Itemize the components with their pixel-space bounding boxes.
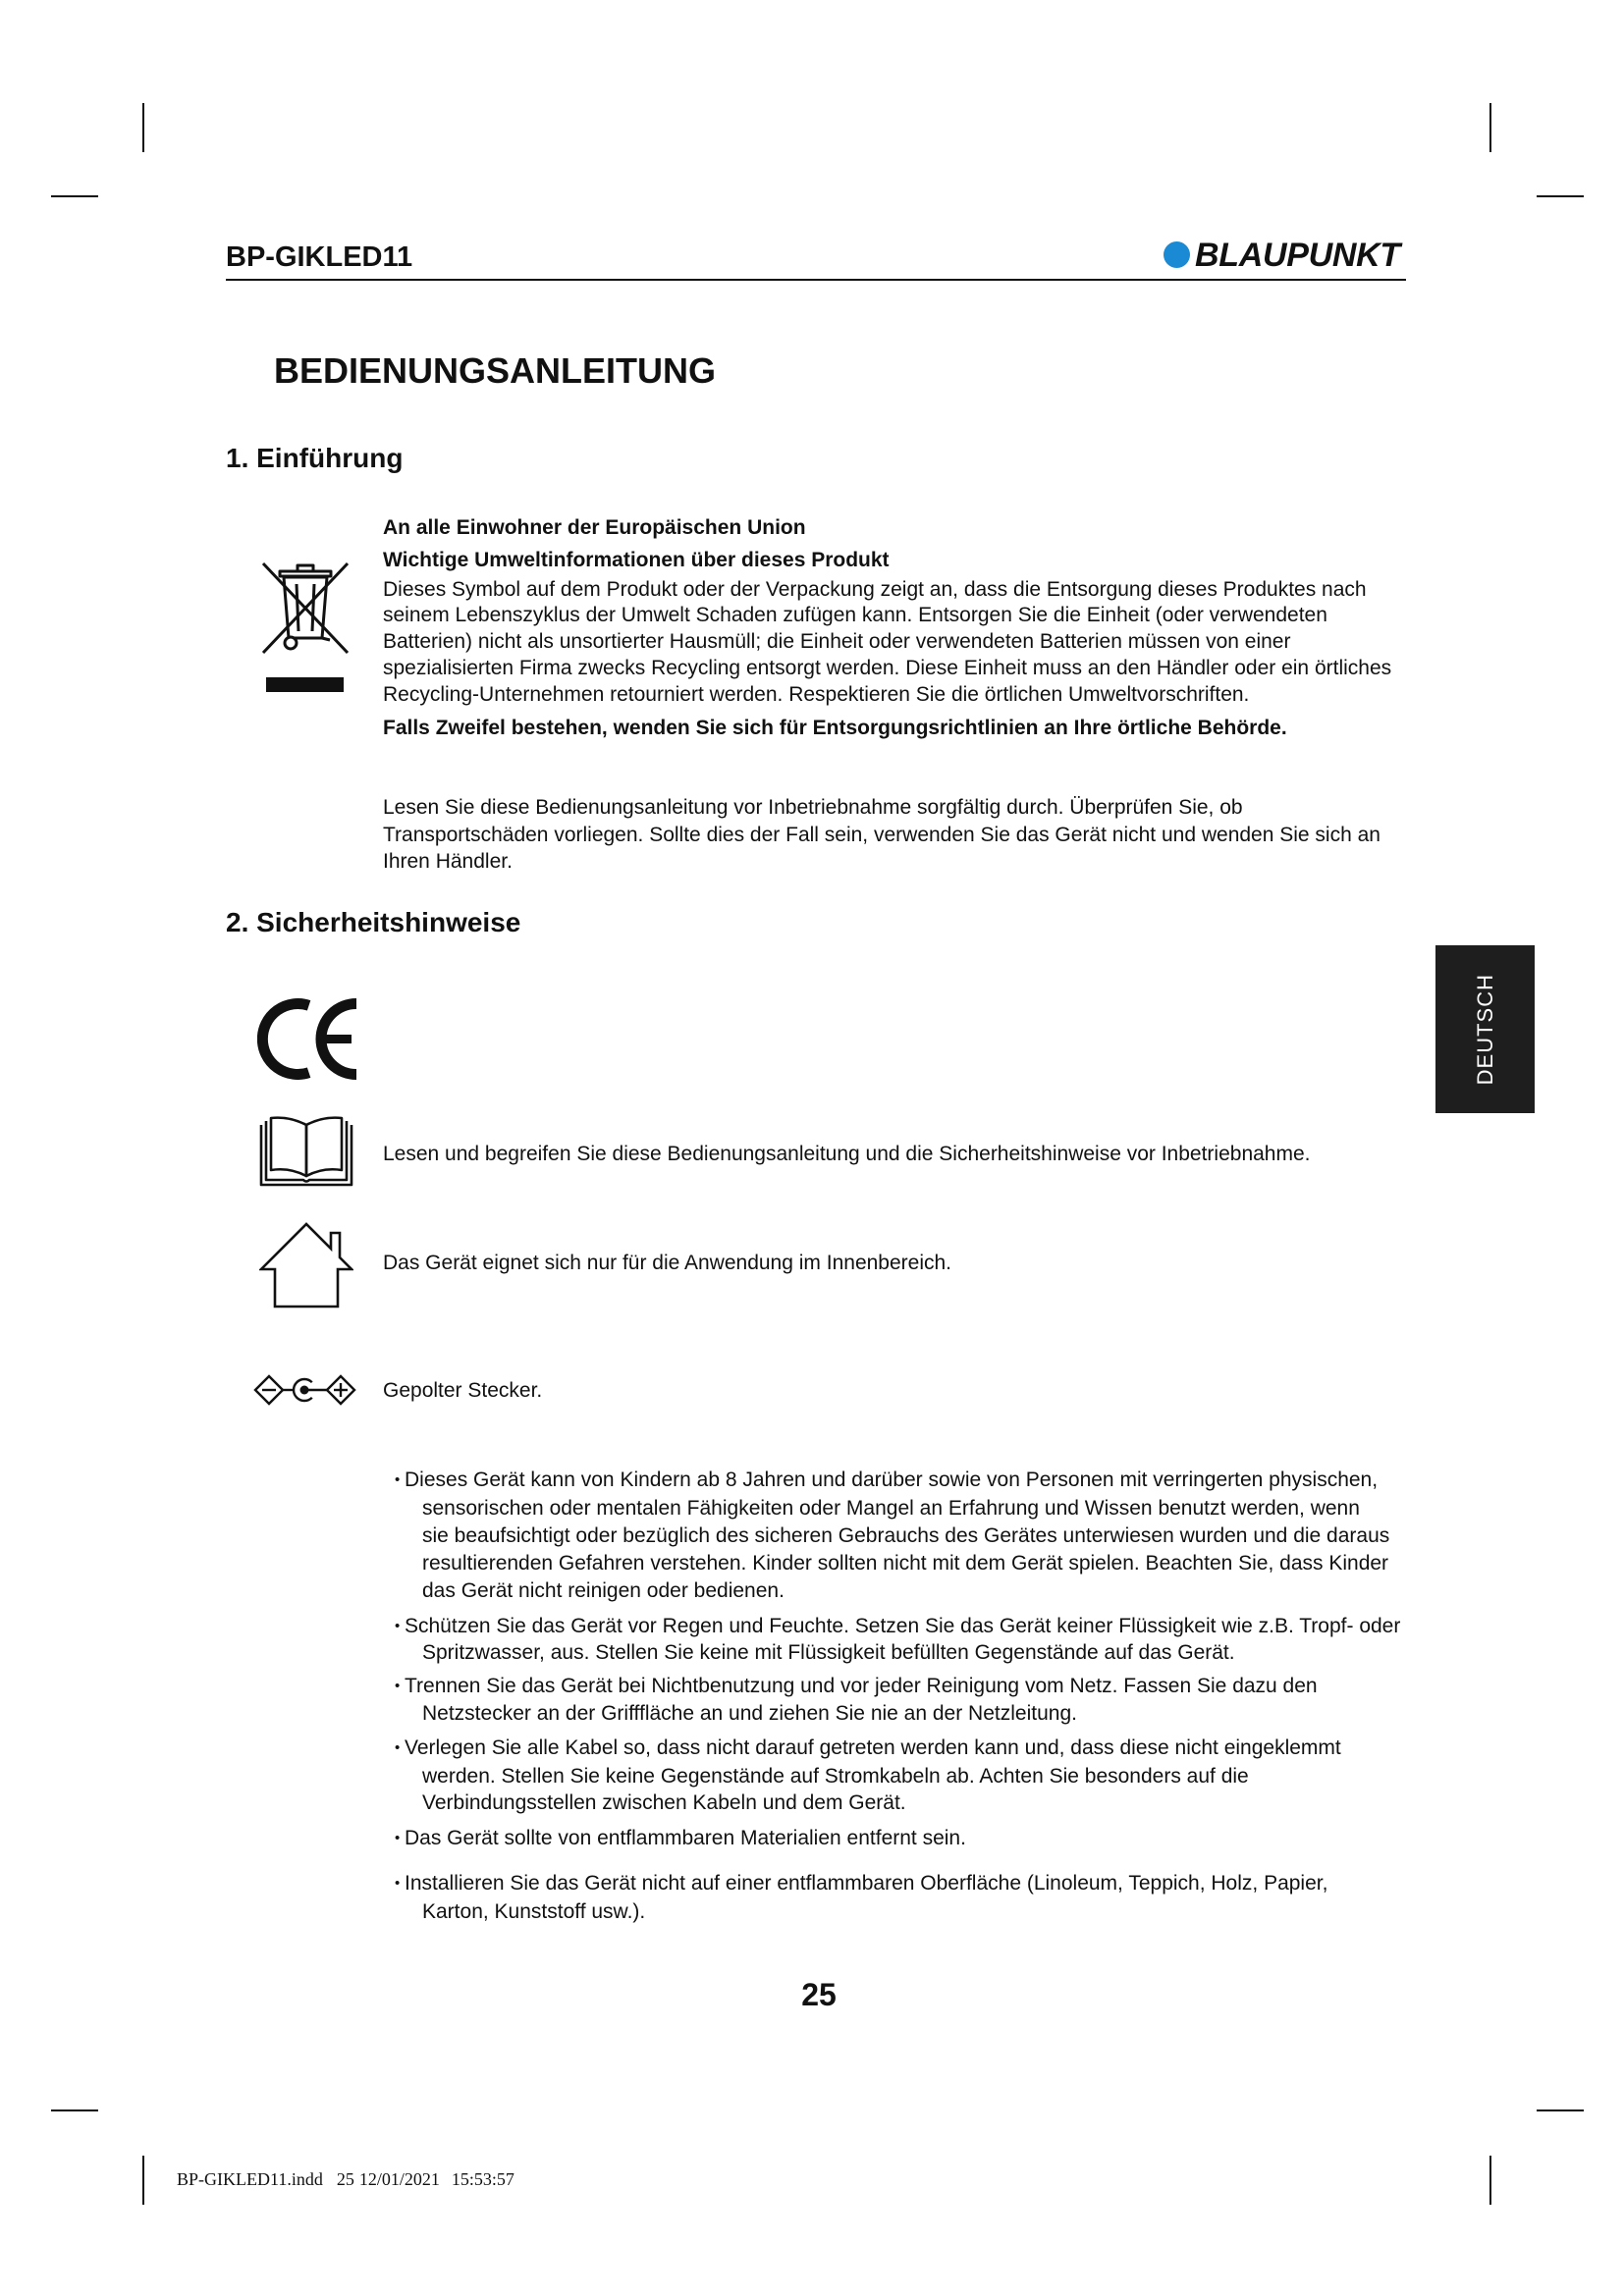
polarity-icon [253, 1374, 356, 1406]
weee-bar [266, 677, 344, 692]
bullet-line: resultierenden Gefahren verstehen. Kinder sollten nicht mit dem Gerät spielen. Beachten Sie, dass Kinder [422, 1552, 1389, 1575]
bullet-line: werden. Stellen Sie keine Gegenstände auf Stromkabeln ab. Achten Sie besonders auf die [422, 1765, 1249, 1788]
intro-line: Transportschäden vorliegen. Sollte dies der Fall sein, verwenden Sie das Gerät nicht und wenden Sie sich an [383, 824, 1380, 846]
bullet-glyph: • [395, 1875, 401, 1892]
bullet-line: Spritzwasser, aus. Stellen Sie keine mit Flüssigkeit befüllten Gegenstände auf das Gerät. [422, 1641, 1235, 1664]
bullet-line: sie beaufsichtigt oder bezüglich des sicheren Gebrauchs des Gerätes unterwiesen wurden und die daraus [422, 1524, 1390, 1547]
notice-warning: Falls Zweifel bestehen, wenden Sie sich für Entsorgungsrichtlinien an Ihre örtliche Behörde. [383, 717, 1287, 739]
crop-mark [1489, 2156, 1491, 2205]
brand-logo-text: BLAUPUNKT [1195, 237, 1400, 274]
bullet-line: Dieses Gerät kann von Kindern ab 8 Jahren und darüber sowie von Personen mit verringerten physischen, [405, 1468, 1379, 1491]
bullet-line: Verlegen Sie alle Kabel so, dass nicht darauf getreten werden kann und, dass diese nicht eingeklemmt [405, 1736, 1341, 1759]
slug-page: 25 [336, 2169, 354, 2189]
symbol-description: Lesen und begreifen Sie diese Bedienungsanleitung und die Sicherheitshinweise vor Inbetriebnahme. [383, 1143, 1311, 1165]
intro-line: Lesen Sie diese Bedienungsanleitung vor Inbetriebnahme sorgfältig durch. Überprüfen Sie, ob [383, 796, 1243, 819]
crop-mark [1537, 195, 1584, 197]
notice-line: Batterien) nicht als unsortierter Hausmüll; die Einheit oder verwendeten Batterien müssen von einer [383, 630, 1291, 653]
bullet-glyph: • [395, 1830, 401, 1846]
notice-line: Recycling-Unternehmen retourniert werden. Respektieren Sie die örtlichen Umweltvorschriften. [383, 683, 1250, 706]
model-number: BP-GIKLED11 [226, 241, 413, 273]
slug-time: 15:53:57 [451, 2169, 514, 2189]
intro-line: Ihren Händler. [383, 850, 513, 873]
crop-mark [51, 2109, 98, 2111]
bullet-glyph: • [395, 1678, 401, 1694]
header-rule [226, 279, 1406, 281]
bullet-line: Das Gerät sollte von entflammbaren Materialien entfernt sein. [405, 1827, 966, 1849]
crop-mark [51, 195, 98, 197]
notice-line: Dieses Symbol auf dem Produkt oder der Verpackung zeigt an, dass die Entsorgung dieses Produktes nach [383, 578, 1367, 601]
notice-line: seinem Lebenszyklus der Umwelt Schaden zufügen kann. Entsorgen Sie die Einheit (oder verwendeten [383, 604, 1327, 626]
bullet-line: das Gerät nicht reinigen oder bedienen. [422, 1579, 785, 1602]
slug-file: BP-GIKLED11.indd [177, 2169, 323, 2189]
brand-logo-dot [1164, 241, 1190, 268]
bullet-line: Verbindungsstellen zwischen Kabeln und dem Gerät. [422, 1791, 906, 1814]
crop-mark [142, 103, 144, 152]
symbol-description: Gepolter Stecker. [383, 1379, 543, 1402]
bullet-line: Trennen Sie das Gerät bei Nichtbenutzung und vor jeder Reinigung vom Netz. Fassen Sie dazu den [405, 1675, 1318, 1697]
notice-subtitle: Wichtige Umweltinformationen über dieses Produkt [383, 549, 890, 571]
page-title: BEDIENUNGSANLEITUNG [274, 350, 717, 391]
house-icon [259, 1222, 353, 1308]
book-icon [259, 1115, 353, 1187]
notice-title: An alle Einwohner der Europäischen Union [383, 516, 806, 539]
bullet-glyph: • [395, 1618, 401, 1634]
crop-mark [1489, 103, 1491, 152]
crop-mark [1537, 2109, 1584, 2111]
bullet-line: Schützen Sie das Gerät vor Regen und Feuchte. Setzen Sie das Gerät keiner Flüssigkeit wie z.B. Tropf- oder [405, 1615, 1401, 1637]
weee-bin-icon [260, 560, 351, 656]
symbol-description: Das Gerät eignet sich nur für die Anwendung im Innenbereich. [383, 1252, 952, 1274]
notice-line: spezialisierten Firma zwecks Recycling entsorgt werden. Diese Einheit muss an den Händler oder ein örtliches [383, 657, 1392, 679]
bullet-glyph: • [395, 1739, 401, 1756]
section-heading-introduction: 1. Einführung [226, 443, 404, 473]
language-tab [1435, 945, 1535, 1113]
ce-mark-icon [257, 998, 358, 1080]
bullet-glyph: • [395, 1471, 401, 1488]
crop-mark [142, 2156, 144, 2205]
language-tab-label: DEUTSCH [1472, 973, 1497, 1086]
page-number: 25 [801, 1977, 837, 2012]
bullet-line: Karton, Kunststoff usw.). [422, 1900, 646, 1923]
bullet-line: sensorischen oder mentalen Fähigkeiten oder Mangel an Erfahrung und Wissen benutzt werden, wenn [422, 1497, 1360, 1520]
slug-date: 12/01/2021 [358, 2169, 440, 2189]
bullet-line: Netzstecker an der Grifffläche an und ziehen Sie nie an der Netzleitung. [422, 1702, 1077, 1725]
print-slug [177, 2168, 514, 2190]
bullet-line: Installieren Sie das Gerät nicht auf einer entflammbaren Oberfläche (Linoleum, Teppich, Holz, Papier, [405, 1872, 1328, 1895]
section-heading-safety: 2. Sicherheitshinweise [226, 907, 521, 937]
